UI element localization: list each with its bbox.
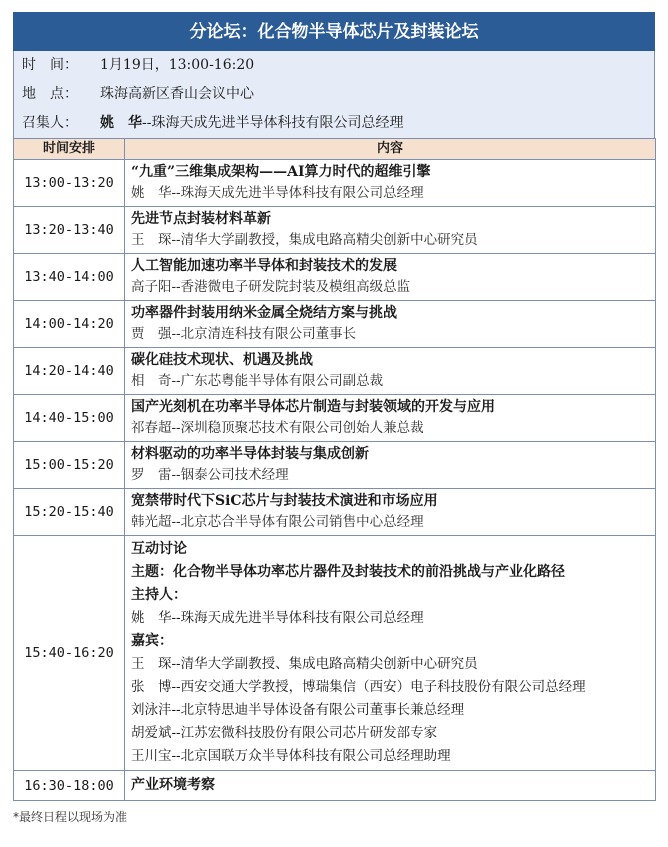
table-row — [14, 160, 656, 207]
session-topic: 碳化硅技术现状、机遇及挑战 — [131, 352, 313, 368]
page-title: 分论坛：化合物半导体芯片及封装论坛 — [13, 12, 655, 51]
place-label: 地 点： — [22, 86, 78, 102]
session-content — [125, 254, 656, 301]
session-time: 13:00-13:20 — [14, 160, 125, 207]
host-name: 姚 华--珠海天成先进半导体科技有限公司总经理 — [131, 610, 424, 626]
info-time — [14, 51, 654, 80]
time-value: 1月19日，13:00-16:20 — [100, 57, 255, 73]
session-content — [125, 301, 656, 348]
place-value: 珠海高新区香山会议中心 — [100, 86, 254, 102]
session-speaker: 罗 雷--铟泰公司技术经理 — [131, 467, 289, 483]
discussion-theme: 主题：化合物半导体功率芯片器件及封装技术的前沿挑战与产业化路径 — [131, 564, 565, 580]
table-row — [14, 301, 656, 348]
session-topic: 功率器件封装用纳米金属全烧结方案与挑战 — [131, 305, 397, 321]
final-content — [125, 771, 656, 801]
final-time: 16:30-18:00 — [14, 771, 125, 801]
table-row — [14, 348, 656, 395]
convener-label: 召集人： — [22, 115, 78, 131]
session-topic: 先进节点封装材料革新 — [131, 211, 271, 227]
header-content: 内容 — [125, 139, 656, 160]
session-speaker: 贾 强--北京清连科技有限公司董事长 — [131, 326, 357, 342]
discussion-content — [125, 536, 656, 771]
session-content — [125, 489, 656, 536]
table-header — [14, 139, 656, 160]
info-convener — [14, 109, 654, 138]
guest-item: 胡爱斌--江苏宏微科技股份有限公司芯片研发部专家 — [131, 725, 438, 741]
session-time: 13:20-13:40 — [14, 207, 125, 254]
session-time: 14:40-15:00 — [14, 395, 125, 442]
table-row — [14, 254, 656, 301]
table-row — [14, 489, 656, 536]
discussion-title: 互动讨论 — [131, 541, 187, 557]
host-label: 主持人： — [131, 587, 187, 603]
session-speaker: 姚 华--珠海天成先进半导体科技有限公司总经理 — [131, 185, 424, 201]
session-speaker: 王 琛--清华大学副教授，集成电路高精尖创新中心研究员 — [131, 232, 478, 248]
session-time: 14:20-14:40 — [14, 348, 125, 395]
convener-org: --珠海天成先进半导体科技有限公司总经理 — [142, 115, 404, 131]
convener-name: 姚 华 — [100, 115, 142, 131]
session-speaker: 相 奇--广东芯粤能半导体有限公司副总裁 — [131, 373, 384, 389]
session-topic: 宽禁带时代下SiC芯片与封装技术演进和市场应用 — [131, 493, 438, 509]
session-content — [125, 348, 656, 395]
session-topic: 人工智能加速功率半导体和封装技术的发展 — [131, 258, 397, 274]
session-speaker: 高子阳--香港微电子研发院封装及模组高级总监 — [131, 279, 411, 295]
footnote: *最终日程以现场为准 — [13, 810, 128, 824]
table-row — [14, 442, 656, 489]
session-time: 15:00-15:20 — [14, 442, 125, 489]
table-row — [14, 395, 656, 442]
final-topic: 产业环境考察 — [131, 777, 215, 793]
discussion-row — [14, 536, 656, 771]
session-time: 15:20-15:40 — [14, 489, 125, 536]
time-label: 时 间： — [22, 57, 78, 73]
guest-item: 王 琛--清华大学副教授、集成电路高精尖创新中心研究员 — [131, 656, 478, 672]
guest-item: 刘泳沣--北京特思迪半导体设备有限公司董事长兼总经理 — [131, 702, 465, 718]
session-speaker: 韩光超--北京芯合半导体有限公司销售中心总经理 — [131, 514, 424, 530]
info-place — [14, 80, 654, 109]
guests-label: 嘉宾： — [131, 633, 173, 649]
session-topic: 国产光刻机在功率半导体芯片制造与封装领域的开发与应用 — [131, 399, 495, 415]
session-content — [125, 160, 656, 207]
session-time: 14:00-14:20 — [14, 301, 125, 348]
session-time: 13:40-14:00 — [14, 254, 125, 301]
session-topic: 材料驱动的功率半导体封装与集成创新 — [131, 446, 369, 462]
header-time: 时间安排 — [14, 139, 125, 160]
forum-info — [13, 51, 655, 138]
session-speaker: 祁春超--深圳稳顶聚芯技术有限公司创始人兼总裁 — [131, 420, 424, 436]
final-row — [14, 771, 656, 801]
table-row — [14, 207, 656, 254]
session-content — [125, 207, 656, 254]
agenda-sheet — [13, 12, 655, 801]
discussion-time: 15:40-16:20 — [14, 536, 125, 771]
guest-item: 王川宝--北京国联万众半导体科技有限公司总经理助理 — [131, 748, 451, 764]
session-content — [125, 442, 656, 489]
session-topic: “九重”三维集成架构——AI算力时代的超维引擎 — [131, 164, 431, 180]
schedule-table — [13, 138, 656, 801]
guest-item: 张 博--西安交通大学教授，博瑞集信（西安）电子科技股份有限公司总经理 — [131, 679, 586, 695]
session-content — [125, 395, 656, 442]
